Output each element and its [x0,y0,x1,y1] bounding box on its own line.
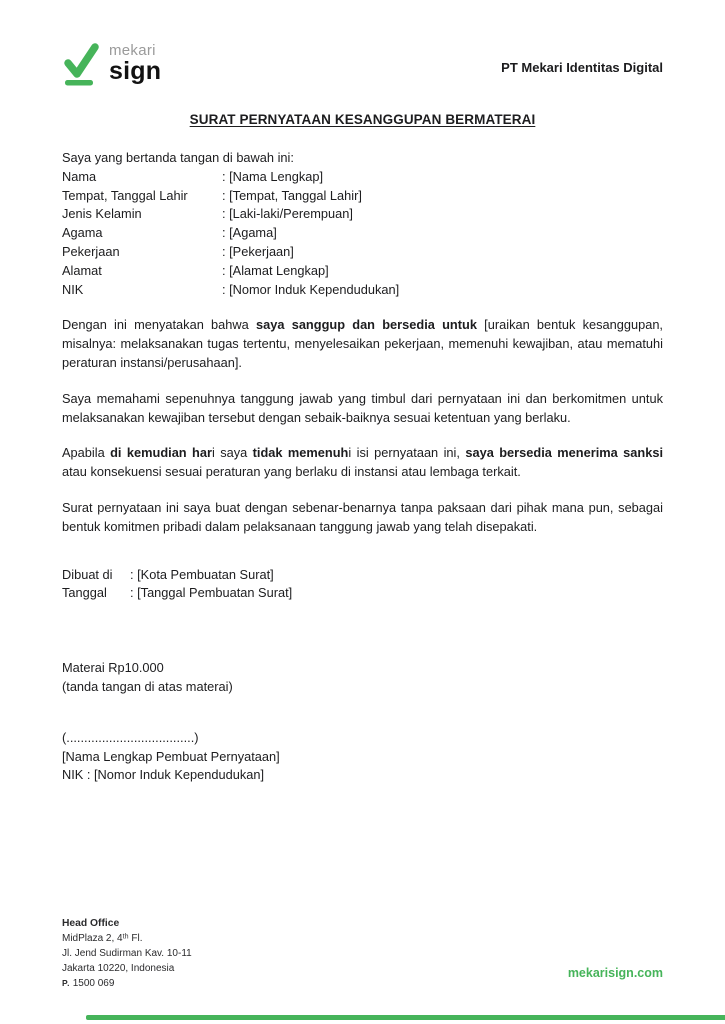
checkmark-icon [62,42,100,86]
paragraph-closing: Surat pernyataan ini saya buat dengan sebenar-benarnya tanpa paksaan dari pihak mana pun, sebagai bentuk komitmen pribadi dalam pelaksanaan tanggung jawab yang telah disepakati. [62,499,663,534]
footer-accent-bar [86,1015,725,1020]
identity-label: Agama [62,225,103,241]
identity-row-nama [62,168,663,187]
made-at-row [62,566,663,585]
identity-label: Alamat [62,262,102,278]
identity-value: : [Nomor Induk Kependudukan] [222,281,400,297]
identity-row-jenis-kelamin [62,205,663,224]
company-name: PT Mekari Identitas Digital [501,60,663,75]
made-at-value: : [Kota Pembuatan Surat] [130,566,274,582]
signature-dots: (....................................) [62,729,199,745]
document-title: SURAT PERNYATAAN KESANGGUPAN BERMATERAI [189,112,536,127]
paragraph-sanction: Apabila di kemudian hari saya tidak memenuhi isi pernyataan ini, saya bersedia menerima sanksi atau konsekuensi sesuai peraturan yang berlaku di instansi atau lembaga terkait. [62,445,663,480]
stamp-note: (tanda tangan di atas materai) [62,678,233,694]
intro-line: Saya yang bertanda tangan di bawah ini: [62,150,294,165]
place-date-block [62,566,663,604]
identity-value: : [Alamat Lengkap] [222,262,329,278]
identity-label: Tempat, Tanggal Lahir [62,187,188,203]
logo-word-sign: sign [109,57,162,85]
stamp-line: Materai Rp10.000 [62,660,164,676]
identity-row-nik [62,281,663,300]
mekari-sign-logo [62,42,161,86]
signature-block [62,729,663,785]
identity-label: Pekerjaan [62,243,120,259]
logo-wordmark [109,43,161,86]
date-label: Tanggal [62,585,107,601]
identity-row-agama [62,224,663,243]
paragraph-statement: Dengan ini menyatakan bahwa saya sanggup dan bersedia untuk [uraikan bentuk kesanggupan, misalnya: melaksanakan tugas tertentu, menyelesaikan pekerjaan, memenuhi kewajiban, atau mematuhi peraturan instansi/perusahaan]. [62,317,663,370]
made-at-label: Dibuat di [62,566,113,582]
date-row [62,584,663,603]
website-link[interactable]: mekarisign.com [567,966,663,980]
identity-value: : [Tempat, Tanggal Lahir] [222,187,362,203]
footer-address-line: MidPlaza 2, 4ᵗʰ Fl. [62,933,143,944]
identity-row-pekerjaan [62,243,663,262]
footer-phone-number: 1500 069 [72,978,115,989]
identity-table [62,168,663,300]
identity-label: Jenis Kelamin [62,206,142,222]
footer-office-title: Head Office [62,918,120,929]
footer-phone-prefix: P. [62,978,70,988]
footer-address [62,916,192,991]
letterhead [62,42,663,86]
identity-value: : [Pekerjaan] [222,243,294,259]
identity-value: : [Nama Lengkap] [222,168,324,184]
identity-row-alamat [62,262,663,281]
date-value: : [Tanggal Pembuatan Surat] [130,585,293,601]
identity-label: Nama [62,168,97,184]
footer-phone [62,976,192,991]
stamp-block [62,659,663,697]
logo-word-mekari: mekari [109,42,156,59]
signature-nik: NIK : [Nomor Induk Kependudukan] [62,767,265,783]
identity-value: : [Laki-laki/Perempuan] [222,206,353,222]
footer-address-line: Jakarta 10220, Indonesia [62,963,175,974]
signature-name: [Nama Lengkap Pembuat Pernyataan] [62,748,280,764]
footer-address-line: Jl. Jend Sudirman Kav. 10-11 [62,948,192,959]
paragraph-responsibility: Saya memahami sepenuhnya tanggung jawab yang timbul dari pernyataan ini dan berkomitmen untuk melaksanakan kewajiban tersebut dengan sebaik-baiknya sesuai ketentuan yang berlaku. [62,390,663,425]
identity-row-ttl [62,187,663,206]
identity-label: NIK [62,281,84,297]
identity-value: : [Agama] [222,225,277,241]
